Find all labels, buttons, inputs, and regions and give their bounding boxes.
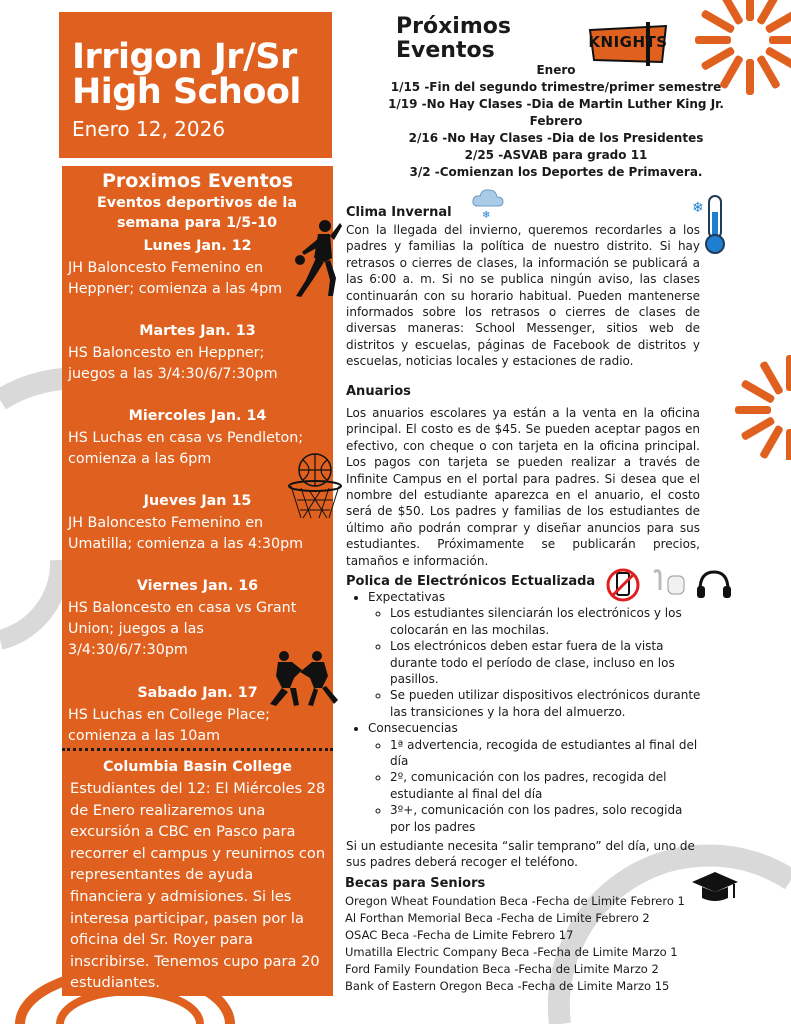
cbc-text: Estudiantes del 12: El Miércoles 28 de Enero realizaremos una excursión a CBC en Pasco para recorrer el campus y reunirnos con representantes de ayuda financiera y admisiones. Si les interesa participar, pasen por la oficina del Sr. Royer para inscribirse. Tenemos cupo para 20 estudiantes. bbox=[70, 780, 326, 992]
consequences-label: Consecuencias bbox=[368, 721, 458, 736]
policy-rule: ◦ Los estudiantes silenciarán los electrónicos y los colocarán en las mochilas. bbox=[390, 605, 702, 638]
policy-rule: ◦ Los electrónicos deben estar fuera de la vista durante todo el período de clase, incluso en los pasillos. bbox=[390, 638, 702, 687]
event-item: 1/15 -Fin del segundo trimestre/primer semestre bbox=[390, 80, 722, 94]
beca-item: Bank of Eastern Oregon Beca -Fecha de Limite Marzo 15 bbox=[345, 979, 670, 993]
day-event: JH Baloncesto Femenino en Heppner; comienza a las 4pm bbox=[68, 260, 283, 297]
policy-expectations bbox=[368, 589, 702, 720]
anuarios-title: Anuarios bbox=[346, 384, 411, 399]
beca-item: Ford Family Foundation Beca -Fecha de Limite Marzo 2 bbox=[345, 962, 659, 976]
policy-consequence: ◦ 2º, comunicación con los padres, recogida del estudiante al final del día bbox=[390, 769, 702, 802]
sunburst-icon bbox=[725, 350, 791, 460]
day-heading: Jueves Jan 15 bbox=[143, 493, 252, 509]
becas-title: Becas para Seniors bbox=[345, 876, 486, 891]
policy-consequences bbox=[368, 720, 702, 835]
knights-logo bbox=[584, 22, 672, 66]
svg-text:❄: ❄ bbox=[692, 200, 704, 216]
day-heading: Lunes Jan. 12 bbox=[143, 238, 252, 254]
events-title-line2: Eventos bbox=[396, 38, 495, 63]
cloud-snow-icon bbox=[470, 186, 506, 222]
day-heading: Sabado Jan. 17 bbox=[137, 685, 258, 701]
knights-logo-text: KNIGHTS bbox=[588, 33, 668, 51]
svg-text:❄: ❄ bbox=[482, 210, 491, 221]
day-heading: Miercoles Jan. 14 bbox=[128, 408, 267, 424]
event-item: 2/16 -No Hay Clases -Dia de los Presidentes bbox=[408, 131, 704, 145]
policy-note: Si un estudiante necesita “salir temprano” del día, uno de sus padres deberá recoger el teléfono. bbox=[346, 839, 695, 870]
month-february: Febrero bbox=[529, 114, 583, 128]
school-name: Irrigon Jr/Sr High School bbox=[72, 37, 301, 112]
event-item: 1/19 -No Hay Clases -Dia de Martin Luther King Jr. bbox=[388, 97, 724, 111]
policy-title: Polica de Electrónicos Ectualizada bbox=[346, 574, 596, 589]
anuarios-text: Los anuarios escolares ya están a la venta en la oficina principal. El costo es de $45. Se pueden aceptar pagos en efectivo, con cheque o con tarjeta en la oficina principal. Los pagos con tarjeta se pueden realizar a través de Infinite Campus en el portal para padres. Si desea que el nombre del estudiante aparezca en el anuario, el costo será de $50. Los padres y familias de los estudiantes de último año podrán comprar y diseñar anuncios para sus estudiantes. Próximamente se publicarán precios, tamaños e información. bbox=[346, 406, 700, 568]
clima-text: Con la llegada del invierno, queremos recordarles a los padres y familias la política de nuestro distrito. Si hay retrasos o cierres de clases, la información se publicará a las 6:00 a. m. Si no se publica ningún aviso, las clases continuarán con su horario habitual. Pueden mantenerse informados sobre los retrasos o cierres de clases de diversas maneras: School Messenger, sitios web de distritos y escuelas, páginas de Facebook de distritos y escuelas, noticias locales y estaciones de radio. bbox=[346, 223, 700, 369]
day-event: HS Baloncesto en casa vs Grant Union; juegos a las 3/4:30/6/7:30pm bbox=[68, 600, 297, 658]
beca-item: Oregon Wheat Foundation Beca -Fecha de Limite Febrero 1 bbox=[345, 894, 685, 908]
day-heading: Martes Jan. 13 bbox=[139, 323, 256, 339]
events-title-line1: Próximos bbox=[396, 14, 511, 39]
becas-list bbox=[345, 893, 705, 995]
clima-title: Clima Invernal bbox=[346, 205, 452, 220]
beca-item: Umatilla Electric Company Beca -Fecha de Limite Marzo 1 bbox=[345, 945, 678, 959]
day-event: JH Baloncesto Femenino en Umatilla; comienza a las 4:30pm bbox=[68, 515, 304, 552]
sidebar-divider bbox=[62, 748, 333, 751]
day-event: HS Luchas en College Place; comienza a las 10am bbox=[68, 707, 270, 744]
sidebar-title: Proximos Eventos bbox=[101, 170, 294, 192]
sidebar-subtitle: Eventos deportivos de la semana para 1/5-10 bbox=[97, 195, 297, 231]
day-event: HS Baloncesto en Heppner; juegos a las 3/4:30/6/7:30pm bbox=[68, 345, 278, 382]
basketball-hoop-icon bbox=[287, 452, 343, 522]
day-heading: Viernes Jan. 16 bbox=[136, 578, 259, 594]
newsletter-date: Enero 12, 2026 bbox=[72, 117, 226, 141]
policy-rule: ◦ Se pueden utilizar dispositivos electrónicos durante las transiciones y la hora del almuerzo. bbox=[390, 687, 702, 720]
event-item: 2/25 -ASVAB para grado 11 bbox=[464, 148, 648, 162]
event-item: 3/2 -Comienzan los Deportes de Primavera. bbox=[409, 165, 703, 179]
basketball-player-icon bbox=[292, 218, 342, 298]
day-event: HS Luchas en casa vs Pendleton; comienza a las 6pm bbox=[68, 430, 304, 467]
policy-consequence: ◦ 3º+, comunicación con los padres, solo recogida por los padres bbox=[390, 802, 702, 835]
wrestlers-icon bbox=[262, 648, 342, 708]
policy-consequence: ◦ 1ª advertencia, recogida de estudiantes al final del día bbox=[390, 737, 702, 770]
beca-item: OSAC Beca -Fecha de Limite Febrero 17 bbox=[345, 928, 574, 942]
month-january: Enero bbox=[536, 63, 576, 77]
cbc-title: Columbia Basin College bbox=[103, 759, 292, 775]
events-title bbox=[396, 15, 511, 63]
policy-list bbox=[346, 589, 702, 835]
expectations-label: Expectativas bbox=[368, 590, 446, 604]
beca-item: Al Forthan Memorial Beca -Fecha de Limite Febrero 2 bbox=[345, 911, 650, 925]
